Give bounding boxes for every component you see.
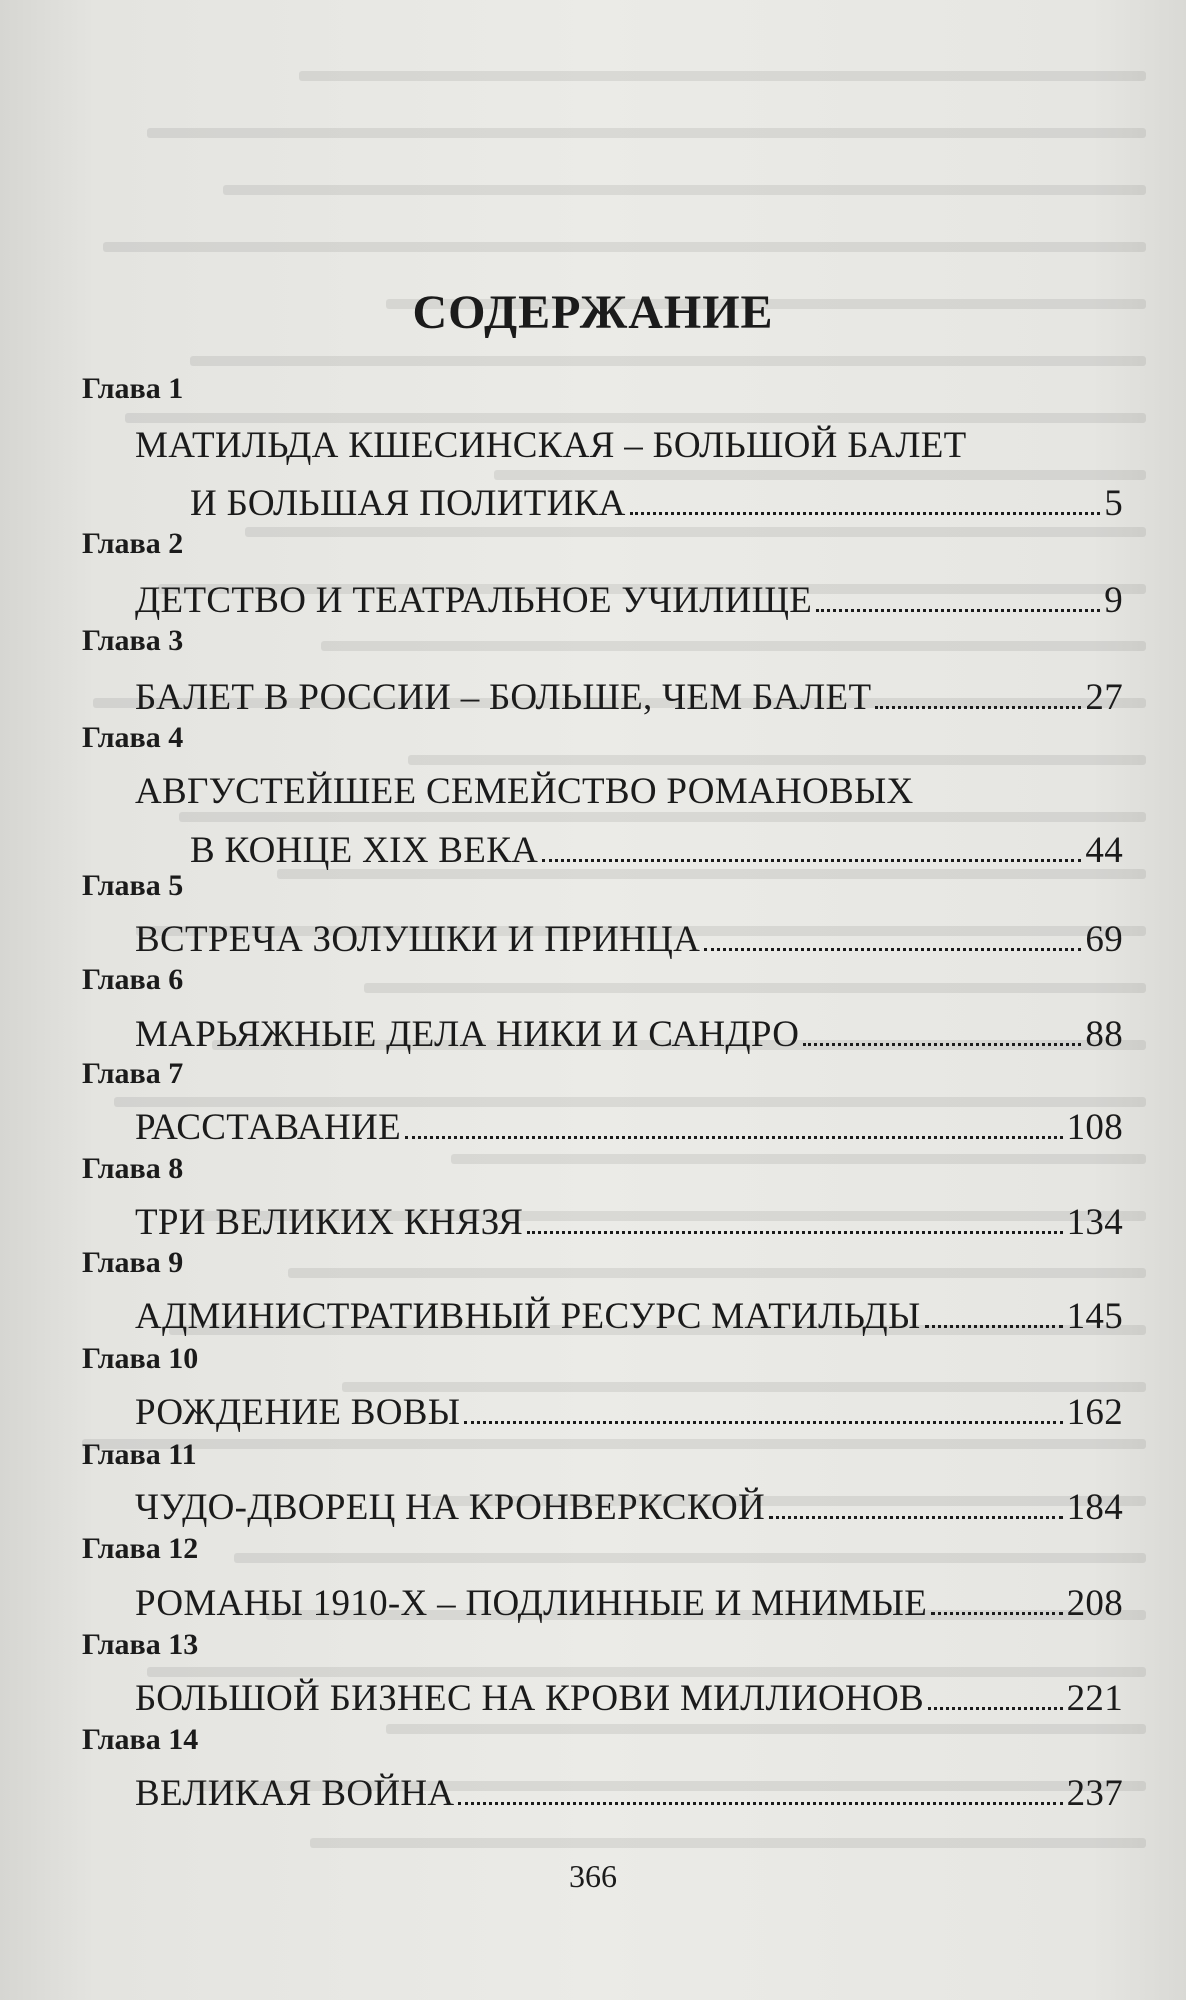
chapter-title-row: [190, 829, 1123, 872]
chapter-label: Глава 2: [82, 527, 184, 560]
dot-leader: [405, 1136, 1063, 1139]
chapter-page-number: 162: [1066, 1392, 1123, 1433]
chapter-page-number: 44: [1085, 830, 1123, 871]
chapter-title: АДМИНИСТРАТИВНЫЙ РЕСУРС МАТИЛЬДЫ: [135, 1296, 921, 1337]
chapter-title-row: [135, 1013, 1123, 1056]
dot-leader: [931, 1612, 1062, 1615]
chapter-title: ДЕТСТВО И ТЕАТРАЛЬНОЕ УЧИЛИЩЕ: [135, 580, 813, 621]
chapter-title-row: [135, 1582, 1123, 1625]
chapter-label: Глава 5: [82, 869, 184, 902]
chapter-page-number: 108: [1066, 1107, 1123, 1148]
chapter-label: Глава 1: [82, 372, 184, 405]
dot-leader: [542, 859, 1081, 862]
dot-leader: [875, 706, 1081, 709]
page-number: 366: [569, 1858, 617, 1894]
chapter-page-number: 184: [1066, 1487, 1123, 1528]
dot-leader: [704, 948, 1081, 951]
chapter-page-number: 221: [1066, 1678, 1123, 1719]
chapter-title-line: АВГУСТЕЙШЕЕ СЕМЕЙСТВО РОМАНОВЫХ: [135, 771, 914, 812]
dot-leader: [816, 609, 1100, 612]
chapter-page-number: 5: [1104, 483, 1123, 524]
chapter-title-row: [135, 579, 1123, 622]
chapter-page-number: 145: [1066, 1296, 1123, 1337]
chapter-title-row: [135, 676, 1123, 719]
chapter-title: ТРИ ВЕЛИКИХ КНЯЗЯ: [135, 1202, 524, 1243]
chapter-page-number: 134: [1066, 1202, 1123, 1243]
chapter-title: БАЛЕТ В РОССИИ – БОЛЬШЕ, ЧЕМ БАЛЕТ: [135, 677, 872, 718]
chapter-label: Глава 10: [82, 1342, 199, 1375]
chapter-label: Глава 12: [82, 1532, 199, 1565]
chapter-label: Глава 14: [82, 1723, 199, 1756]
chapter-label: Глава 13: [82, 1628, 199, 1661]
chapter-title: ЧУДО-ДВОРЕЦ НА КРОНВЕРКСКОЙ: [135, 1487, 765, 1528]
chapter-title: ВСТРЕЧА ЗОЛУШКИ И ПРИНЦА: [135, 919, 701, 960]
dot-leader: [769, 1516, 1063, 1519]
dot-leader: [464, 1421, 1062, 1424]
chapter-title: РОЖДЕНИЕ ВОВЫ: [135, 1392, 461, 1433]
dot-leader: [630, 512, 1101, 515]
chapter-title-row: [135, 1391, 1123, 1434]
chapter-title: БОЛЬШОЙ БИЗНЕС НА КРОВИ МИЛЛИОНОВ: [135, 1678, 925, 1719]
chapter-title-row: [135, 1677, 1123, 1720]
chapter-title: В КОНЦЕ XIX ВЕКА: [190, 830, 539, 871]
dot-leader: [928, 1707, 1063, 1710]
chapter-label: Глава 3: [82, 624, 184, 657]
page-title: СОДЕРЖАНИЕ: [412, 286, 774, 339]
dot-leader: [803, 1043, 1081, 1046]
chapter-title: РОМАНЫ 1910-Х – ПОДЛИННЫЕ И МНИМЫЕ: [135, 1583, 928, 1624]
dot-leader: [458, 1802, 1062, 1805]
chapter-page-number: 88: [1085, 1014, 1123, 1055]
chapter-title: МАРЬЯЖНЫЕ ДЕЛА НИКИ И САНДРО: [135, 1014, 800, 1055]
chapter-title-row: [135, 1772, 1123, 1815]
chapter-title: РАССТАВАНИЕ: [135, 1107, 401, 1148]
chapter-title: ВЕЛИКАЯ ВОЙНА: [135, 1773, 455, 1814]
chapter-page-number: 208: [1066, 1583, 1123, 1624]
chapter-label: Глава 9: [82, 1246, 184, 1279]
chapter-title: И БОЛЬШАЯ ПОЛИТИКА: [190, 483, 626, 524]
chapter-page-number: 237: [1066, 1773, 1123, 1814]
chapter-label: Глава 11: [82, 1438, 197, 1471]
chapter-title-row: [135, 1201, 1123, 1244]
chapter-label: Глава 6: [82, 963, 184, 996]
chapter-title-line: МАТИЛЬДА КШЕСИНСКАЯ – БОЛЬШОЙ БАЛЕТ: [135, 425, 967, 466]
chapter-page-number: 27: [1085, 677, 1123, 718]
chapter-title-row: [135, 1486, 1123, 1529]
chapter-label: Глава 4: [82, 721, 184, 754]
chapter-label: Глава 8: [82, 1152, 184, 1185]
dot-leader: [527, 1231, 1062, 1234]
dot-leader: [925, 1325, 1063, 1328]
chapter-label: Глава 7: [82, 1057, 184, 1090]
chapter-title-row: [190, 482, 1123, 525]
chapter-title-row: [135, 1295, 1123, 1338]
chapter-page-number: 9: [1104, 580, 1123, 621]
chapter-title-row: [135, 1106, 1123, 1149]
chapter-page-number: 69: [1085, 919, 1123, 960]
chapter-title-row: [135, 918, 1123, 961]
